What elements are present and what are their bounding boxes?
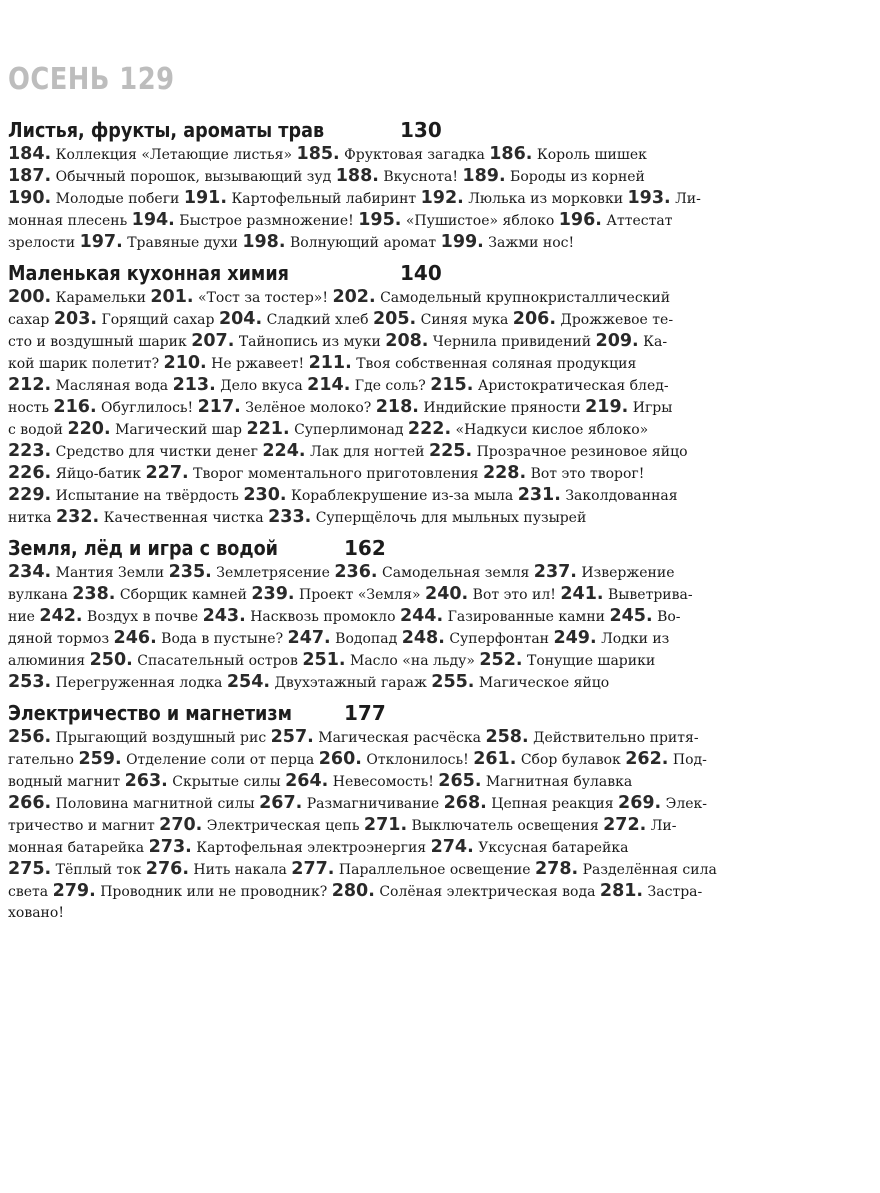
entry-title[interactable]: Уксусная батарейка xyxy=(473,840,629,856)
entry-number[interactable]: 189. xyxy=(462,166,506,186)
toc-line xyxy=(8,187,872,209)
entry-number[interactable]: 186. xyxy=(489,144,533,164)
entry-title[interactable]: Не ржавеет! xyxy=(206,356,309,372)
entry-title[interactable]: Магическая расчёска xyxy=(313,730,486,746)
toc-line xyxy=(8,649,872,671)
entry-title[interactable]: Проводник или не проводник? xyxy=(95,884,332,900)
entry-number[interactable]: 235. xyxy=(168,562,212,582)
section-heading[interactable] xyxy=(8,260,872,286)
entry-title[interactable]: Нить накала xyxy=(188,862,292,878)
entry-number[interactable]: 216. xyxy=(53,397,97,417)
toc-section xyxy=(8,535,872,693)
entry-title[interactable]: вулкана xyxy=(8,587,73,603)
toc-line-content xyxy=(8,396,672,418)
entry-title[interactable]: Под- xyxy=(668,752,707,768)
entry-title[interactable]: Извержение xyxy=(576,565,675,581)
entry-number[interactable]: 243. xyxy=(202,606,246,626)
entry-title[interactable]: Вот это творог! xyxy=(526,466,645,482)
toc-line xyxy=(8,396,872,418)
entry-number[interactable]: 266. xyxy=(8,793,52,813)
toc-line xyxy=(8,726,872,748)
entry-title[interactable]: Игры xyxy=(628,400,673,416)
entry-title[interactable]: Где соль? xyxy=(350,378,431,394)
entry-number[interactable]: 228. xyxy=(482,463,527,483)
entry-number[interactable]: 219. xyxy=(585,397,629,417)
toc-line xyxy=(8,374,872,396)
entry-number[interactable]: 237. xyxy=(533,562,577,582)
toc-line-content xyxy=(8,902,64,924)
entry-title[interactable]: Дело вкуса xyxy=(215,378,308,394)
toc-line xyxy=(8,605,872,627)
toc-line-content xyxy=(8,330,667,352)
entry-title[interactable]: ние xyxy=(8,609,40,625)
entry-number[interactable]: 210. xyxy=(163,353,207,373)
entry-number[interactable]: 270. xyxy=(159,815,203,835)
entry-title[interactable]: Тайнопись из муки xyxy=(234,334,386,350)
entry-title[interactable]: сахар xyxy=(8,312,54,328)
entry-title[interactable]: Зажми нос! xyxy=(483,235,575,251)
entry-number[interactable]: 272. xyxy=(603,815,647,835)
entry-number[interactable]: 225. xyxy=(428,441,473,461)
section-title: Маленькая кухонная химия xyxy=(8,261,289,285)
entry-title[interactable]: сто и воздушный шарик xyxy=(8,334,192,350)
entry-number[interactable]: 194. xyxy=(131,210,175,230)
entry-number[interactable]: 253. xyxy=(8,672,52,692)
entry-number[interactable]: 251. xyxy=(302,650,346,670)
entry-title[interactable]: Мантия Земли xyxy=(51,565,169,581)
entry-number[interactable]: 234. xyxy=(8,562,52,582)
entry-number[interactable]: 240. xyxy=(425,584,469,604)
toc-line-content xyxy=(8,308,673,330)
section-title: Земля, лёд и игра с водой xyxy=(8,536,279,560)
entry-number[interactable]: 213. xyxy=(172,375,216,395)
entry-number[interactable]: 255. xyxy=(431,672,475,692)
entry-number[interactable]: 224. xyxy=(262,441,306,461)
entry-number[interactable]: 263. xyxy=(124,771,168,791)
section-page-number: 162 xyxy=(344,536,386,560)
entry-title[interactable]: Прозрачное резиновое яйцо xyxy=(472,444,688,460)
toc-line-content xyxy=(8,484,678,506)
entry-number[interactable]: 252. xyxy=(479,650,523,670)
entry-title[interactable]: Тонущие шарики xyxy=(522,653,656,669)
entry-number[interactable]: 247. xyxy=(287,628,331,648)
entry-number[interactable]: 276. xyxy=(145,859,189,879)
entry-title[interactable]: Яйцо-батик xyxy=(51,466,146,482)
section-title: Листья, фрукты, ароматы трав xyxy=(8,118,325,142)
entry-title[interactable]: Цепная реакция xyxy=(486,796,619,812)
toc-line xyxy=(8,143,872,165)
entry-title[interactable]: Король шишек xyxy=(532,147,647,163)
entry-title[interactable]: Невесомость! xyxy=(328,774,439,790)
toc-line-content xyxy=(8,440,688,462)
entry-number[interactable]: 195. xyxy=(358,210,402,230)
toc-line-content xyxy=(8,462,644,484)
entry-number[interactable]: 278. xyxy=(535,859,579,879)
entry-title[interactable]: водный магнит xyxy=(8,774,125,790)
entry-number[interactable]: 273. xyxy=(148,837,192,857)
entry-number[interactable]: 220. xyxy=(67,419,111,439)
entry-title[interactable]: Масло «на льду» xyxy=(345,653,480,669)
toc-line xyxy=(8,462,872,484)
entry-title[interactable]: Аристократическая блед- xyxy=(473,378,669,394)
entry-number[interactable]: 231. xyxy=(517,485,561,505)
entry-number[interactable]: 268. xyxy=(443,793,487,813)
toc-section xyxy=(8,260,872,528)
entry-title[interactable]: Вот это ил! xyxy=(468,587,561,603)
entry-title[interactable]: тричество и магнит xyxy=(8,818,160,834)
entry-title[interactable]: Ли- xyxy=(646,818,677,834)
entry-title[interactable]: ность xyxy=(8,400,54,416)
toc-line xyxy=(8,561,872,583)
entry-title[interactable]: Двухэтажный гараж xyxy=(270,675,432,691)
toc-line xyxy=(8,231,872,253)
entry-title[interactable]: Бороды из корней xyxy=(505,169,645,185)
entry-number[interactable]: 244. xyxy=(399,606,444,626)
entry-title[interactable]: Газированные камни xyxy=(443,609,610,625)
section-heading[interactable] xyxy=(8,117,872,143)
entry-number[interactable]: 280. xyxy=(331,881,375,901)
entry-number[interactable]: 245. xyxy=(609,606,653,626)
toc-line xyxy=(8,484,872,506)
entry-number[interactable]: 221. xyxy=(246,419,290,439)
section-heading[interactable] xyxy=(8,535,872,561)
entry-title[interactable]: Суперщёлочь для мыльных пузырей xyxy=(311,510,587,526)
section-title: Электричество и магнетизм xyxy=(8,701,292,725)
entry-number[interactable]: 260. xyxy=(318,749,362,769)
entry-title[interactable]: нитка xyxy=(8,510,56,526)
toc-line-content xyxy=(8,352,636,374)
entry-number[interactable]: 236. xyxy=(334,562,378,582)
entry-number[interactable]: 202. xyxy=(332,287,376,307)
entry-title[interactable]: Элек- xyxy=(661,796,708,812)
entry-number[interactable]: 274. xyxy=(430,837,474,857)
entry-title[interactable]: Водопад xyxy=(330,631,402,647)
entry-title[interactable]: Солёная электрическая вода xyxy=(374,884,600,900)
entry-title[interactable]: Магнитная булавка xyxy=(481,774,633,790)
entry-number[interactable]: 241. xyxy=(560,584,604,604)
entry-title[interactable]: Вкуснота! xyxy=(378,169,463,185)
entry-title[interactable]: Испытание на твёрдость xyxy=(51,488,244,504)
toc-line xyxy=(8,583,872,605)
entry-title[interactable]: Синяя мука xyxy=(416,312,513,328)
toc-line-content xyxy=(8,858,717,880)
entry-title[interactable]: Ка- xyxy=(638,334,668,350)
toc-line-content xyxy=(8,187,701,209)
entry-number[interactable]: 256. xyxy=(8,727,52,747)
entry-title[interactable]: Половина магнитной силы xyxy=(51,796,260,812)
toc-line-content xyxy=(8,231,574,253)
entry-number[interactable]: 199. xyxy=(440,232,484,252)
toc-line-content xyxy=(8,165,645,187)
entry-number[interactable]: 223. xyxy=(8,441,52,461)
entry-number[interactable]: 190. xyxy=(8,188,52,208)
toc-line xyxy=(8,440,872,462)
toc-line-content xyxy=(8,374,669,396)
entry-title[interactable]: Обуглилось! xyxy=(96,400,198,416)
toc-line xyxy=(8,286,872,308)
entry-number[interactable]: 218. xyxy=(375,397,419,417)
entry-number[interactable]: 233. xyxy=(268,507,312,527)
entry-title[interactable]: Выветрива- xyxy=(603,587,693,603)
entry-title[interactable]: Лодки из xyxy=(596,631,670,647)
entry-number[interactable]: 185. xyxy=(296,144,340,164)
entry-title[interactable]: Насквозь промокло xyxy=(245,609,400,625)
entry-title[interactable]: Чернила привидений xyxy=(428,334,596,350)
toc-line xyxy=(8,209,872,231)
entry-title[interactable]: Лак для ногтей xyxy=(305,444,429,460)
entry-title[interactable]: Параллельное освещение xyxy=(334,862,535,878)
entry-title[interactable]: Прыгающий воздушный рис xyxy=(51,730,271,746)
entry-number[interactable]: 250. xyxy=(89,650,133,670)
entry-title[interactable]: Вода в пустыне? xyxy=(156,631,288,647)
toc-line-content xyxy=(8,814,677,836)
entry-title[interactable]: Горящий сахар xyxy=(97,312,219,328)
entry-number[interactable]: 217. xyxy=(197,397,241,417)
entry-title[interactable]: Воздух в почве xyxy=(82,609,203,625)
entry-title[interactable]: монная плесень xyxy=(8,213,132,229)
entry-title[interactable]: Сбор булавок xyxy=(516,752,626,768)
entry-number[interactable]: 184. xyxy=(8,144,52,164)
entry-title[interactable]: Травяные духи xyxy=(122,235,243,251)
toc-line-content xyxy=(8,748,707,770)
entry-title[interactable]: дяной тормоз xyxy=(8,631,114,647)
entry-number[interactable]: 232. xyxy=(55,507,100,527)
section-page-number: 130 xyxy=(400,118,442,142)
entry-title[interactable]: «Тост за тостер»! xyxy=(193,290,333,306)
entry-title[interactable]: Фруктовая загадка xyxy=(339,147,490,163)
section-heading[interactable] xyxy=(8,700,872,726)
entry-title[interactable]: Землетрясение xyxy=(211,565,335,581)
entry-number[interactable]: 271. xyxy=(363,815,408,835)
toc-line xyxy=(8,880,872,902)
season-heading: ОСЕНЬ 129 xyxy=(8,62,175,97)
entry-title[interactable]: Дрожжевое те- xyxy=(555,312,674,328)
toc-line xyxy=(8,352,872,374)
entry-number[interactable]: 207. xyxy=(191,331,235,351)
entry-title[interactable]: Творог моментального приготовления xyxy=(188,466,483,482)
entry-number[interactable]: 203. xyxy=(53,309,98,329)
entry-title[interactable]: Спасательный остров xyxy=(132,653,303,669)
entry-number[interactable]: 214. xyxy=(307,375,351,395)
toc-line-content xyxy=(8,506,586,528)
entry-number[interactable]: 238. xyxy=(72,584,116,604)
entry-number[interactable]: 206. xyxy=(512,309,556,329)
toc-line-content xyxy=(8,627,669,649)
toc-line xyxy=(8,770,872,792)
entry-title[interactable]: Во- xyxy=(652,609,681,625)
entry-title[interactable]: с водой xyxy=(8,422,68,438)
entry-number[interactable]: 215. xyxy=(430,375,474,395)
entry-number[interactable]: 265. xyxy=(438,771,482,791)
entry-title[interactable]: Действительно притя- xyxy=(528,730,699,746)
toc-line xyxy=(8,418,872,440)
entry-title[interactable]: Карамельки xyxy=(51,290,151,306)
entry-title[interactable]: Суперфонтан xyxy=(444,631,554,647)
entry-number[interactable]: 196. xyxy=(558,210,602,230)
section-page-number: 140 xyxy=(400,261,442,285)
entry-number[interactable]: 242. xyxy=(39,606,83,626)
entry-title[interactable]: Коллекция «Летающие листья» xyxy=(51,147,297,163)
entry-title[interactable]: Качественная чистка xyxy=(99,510,269,526)
entry-number[interactable]: 191. xyxy=(183,188,227,208)
entry-title[interactable]: Суперлимонад xyxy=(289,422,408,438)
entry-title[interactable]: Обычный порошок, вызывающий зуд xyxy=(51,169,336,185)
toc-line-content xyxy=(8,561,675,583)
toc-line xyxy=(8,165,872,187)
entry-title[interactable]: Отделение соли от перца xyxy=(121,752,319,768)
entry-number[interactable]: 267. xyxy=(259,793,303,813)
entry-title[interactable]: алюминия xyxy=(8,653,90,669)
entry-number[interactable]: 187. xyxy=(8,166,52,186)
contents-page xyxy=(8,62,872,931)
entry-title[interactable]: Электрическая цепь xyxy=(202,818,364,834)
toc-line-content xyxy=(8,792,707,814)
entry-title[interactable]: Разделённая сила xyxy=(578,862,717,878)
toc-line xyxy=(8,902,872,924)
toc-line xyxy=(8,308,872,330)
entry-title[interactable]: света xyxy=(8,884,53,900)
toc-line-content xyxy=(8,726,699,748)
entry-title[interactable]: «Надкуси кислое яблоко» xyxy=(451,422,649,438)
entry-number[interactable]: 258. xyxy=(485,727,529,747)
entry-number[interactable]: 209. xyxy=(595,331,639,351)
entry-title[interactable]: Сладкий хлеб xyxy=(262,312,373,328)
entry-title[interactable]: Магический шар xyxy=(110,422,247,438)
toc-line xyxy=(8,330,872,352)
entry-number[interactable]: 261. xyxy=(473,749,517,769)
entry-number[interactable]: 204. xyxy=(218,309,263,329)
toc-line-content xyxy=(8,671,609,693)
entry-title[interactable]: Отклонилось! xyxy=(361,752,474,768)
entry-title[interactable]: Проект «Земля» xyxy=(294,587,426,603)
entry-title[interactable]: Масляная вода xyxy=(51,378,173,394)
entry-number[interactable]: 200. xyxy=(8,287,52,307)
entry-title[interactable]: Волнующий аромат xyxy=(285,235,441,251)
entry-title[interactable]: Выключатель освещения xyxy=(407,818,604,834)
entry-number[interactable]: 269. xyxy=(618,793,662,813)
entry-number[interactable]: 262. xyxy=(625,749,669,769)
entry-number[interactable]: 226. xyxy=(8,463,52,483)
sections-container xyxy=(8,117,872,924)
toc-line xyxy=(8,748,872,770)
toc-line xyxy=(8,506,872,528)
toc-section xyxy=(8,700,872,924)
entry-number[interactable]: 212. xyxy=(8,375,52,395)
entry-title[interactable]: Быстрое размножение! xyxy=(174,213,359,229)
entry-title[interactable]: Молодые побеги xyxy=(51,191,184,207)
toc-line-content xyxy=(8,143,647,165)
entry-number[interactable]: 254. xyxy=(226,672,271,692)
entry-number[interactable]: 229. xyxy=(8,485,52,505)
toc-line-content xyxy=(8,583,693,605)
entry-number[interactable]: 230. xyxy=(243,485,287,505)
entry-number[interactable]: 257. xyxy=(270,727,314,747)
entry-number[interactable]: 246. xyxy=(113,628,157,648)
entry-number[interactable]: 192. xyxy=(420,188,464,208)
entry-title[interactable]: Магическое яйцо xyxy=(474,675,610,691)
entry-title[interactable]: Скрытые силы xyxy=(167,774,286,790)
entry-number[interactable]: 193. xyxy=(627,188,671,208)
entry-title[interactable]: кой шарик полетит? xyxy=(8,356,164,372)
toc-line-content xyxy=(8,605,681,627)
entry-number[interactable]: 248. xyxy=(401,628,445,648)
entry-title[interactable]: Люлька из морковки xyxy=(463,191,628,207)
entry-number[interactable]: 211. xyxy=(308,353,352,373)
entry-number[interactable]: 277. xyxy=(291,859,335,879)
entry-number[interactable]: 188. xyxy=(335,166,379,186)
entry-title[interactable]: монная батарейка xyxy=(8,840,149,856)
entry-title[interactable]: Сборщик камней xyxy=(115,587,252,603)
entry-title[interactable]: Самодельная земля xyxy=(377,565,534,581)
entry-title[interactable]: Размагничивание xyxy=(302,796,444,812)
toc-line-content xyxy=(8,770,632,792)
entry-number[interactable]: 201. xyxy=(150,287,194,307)
toc-line-content xyxy=(8,649,655,671)
entry-number[interactable]: 222. xyxy=(407,419,452,439)
toc-line xyxy=(8,836,872,858)
entry-number[interactable]: 279. xyxy=(52,881,96,901)
entry-number[interactable]: 197. xyxy=(79,232,123,252)
entry-number[interactable]: 281. xyxy=(599,881,644,901)
section-page-number: 177 xyxy=(344,701,386,725)
entry-number[interactable]: 208. xyxy=(385,331,429,351)
toc-line-content xyxy=(8,418,648,440)
entry-title[interactable]: ховано! xyxy=(8,905,64,921)
toc-line xyxy=(8,671,872,693)
entry-number[interactable]: 264. xyxy=(285,771,329,791)
toc-line-content xyxy=(8,286,670,308)
entry-title[interactable]: Заколдованная xyxy=(560,488,678,504)
entry-title[interactable]: Кораблекрушение из-за мыла xyxy=(286,488,518,504)
entry-title[interactable]: Тёплый ток xyxy=(51,862,146,878)
entry-number[interactable]: 275. xyxy=(8,859,52,879)
entry-title[interactable]: Твоя собственная соляная продукция xyxy=(351,356,637,372)
toc-line xyxy=(8,792,872,814)
entry-title[interactable]: Картофельный лабиринт xyxy=(227,191,421,207)
entry-title[interactable]: Зелёное молоко? xyxy=(240,400,376,416)
entry-title[interactable]: гательно xyxy=(8,752,79,768)
entry-title[interactable]: Картофельная электроэнергия xyxy=(191,840,431,856)
toc-section xyxy=(8,117,872,253)
entry-title[interactable]: Ли- xyxy=(670,191,701,207)
entry-title[interactable]: Индийские пряности xyxy=(418,400,586,416)
toc-line xyxy=(8,858,872,880)
entry-number[interactable]: 227. xyxy=(145,463,189,483)
entry-number[interactable]: 205. xyxy=(372,309,417,329)
entry-number[interactable]: 239. xyxy=(251,584,295,604)
entry-title[interactable]: Аттестат xyxy=(601,213,673,229)
toc-line-content xyxy=(8,836,629,858)
entry-title[interactable]: Перегруженная лодка xyxy=(51,675,227,691)
toc-line xyxy=(8,814,872,836)
toc-line xyxy=(8,627,872,649)
entry-title[interactable]: Застра- xyxy=(643,884,703,900)
entry-number[interactable]: 198. xyxy=(242,232,286,252)
entry-number[interactable]: 249. xyxy=(553,628,597,648)
toc-line-content xyxy=(8,880,702,902)
entry-title[interactable]: Средство для чистки денег xyxy=(51,444,263,460)
toc-line-content xyxy=(8,209,672,231)
entry-title[interactable]: Самодельный крупнокристаллический xyxy=(375,290,671,306)
entry-title[interactable]: «Пушистое» яблоко xyxy=(401,213,559,229)
entry-title[interactable]: зрелости xyxy=(8,235,80,251)
entry-number[interactable]: 259. xyxy=(78,749,122,769)
